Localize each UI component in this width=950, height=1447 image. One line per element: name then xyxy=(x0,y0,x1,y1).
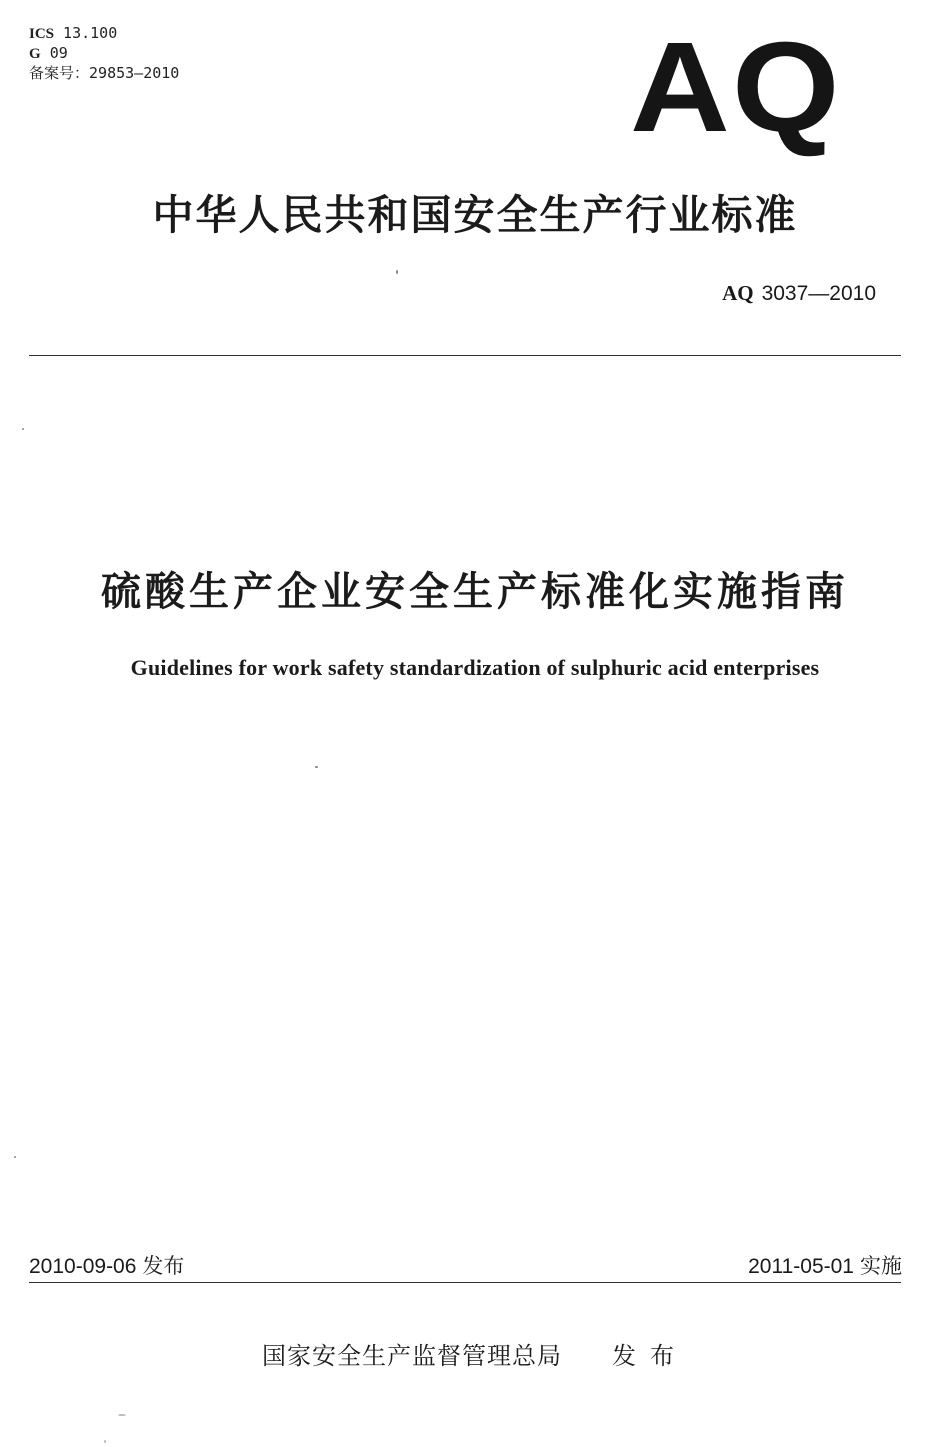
standard-number xyxy=(722,281,876,306)
implement-date-word: 实施 xyxy=(860,1254,902,1278)
publisher-name: 国家安全生产监督管理总局 xyxy=(262,1342,562,1370)
aq-logo: AQ xyxy=(630,16,842,159)
publisher-action: 发布 xyxy=(612,1342,688,1370)
scan-speck xyxy=(396,270,398,274)
scan-speck xyxy=(118,1414,126,1416)
scan-speck xyxy=(22,428,24,430)
issue-date-word: 发布 xyxy=(142,1254,185,1278)
implement-date xyxy=(748,1250,902,1280)
footer-divider xyxy=(29,1282,901,1283)
class-label: G xyxy=(29,46,41,62)
record-row xyxy=(29,64,179,83)
class-row xyxy=(29,44,179,64)
class-value: 09 xyxy=(49,44,68,62)
scan-speck xyxy=(315,766,318,768)
standard-number-value: 3037—2010 xyxy=(761,282,876,305)
implement-date-value: 2011-05-01 xyxy=(748,1255,854,1278)
record-value: 29853—2010 xyxy=(89,64,180,82)
ics-row xyxy=(29,24,179,44)
header-divider xyxy=(29,355,901,356)
classification-block xyxy=(29,24,179,83)
ics-label: ICS xyxy=(29,26,55,42)
standard-header-title: 中华人民共和国安全生产行业标准 xyxy=(152,191,798,239)
issue-date-value: 2010-09-06 xyxy=(29,1255,137,1278)
document-title-en: Guidelines for work safety standardization of sulphuric acid enterprises xyxy=(130,655,820,680)
ics-value: 13.100 xyxy=(63,24,118,42)
publisher-line xyxy=(0,1336,950,1371)
scan-speck xyxy=(104,1440,106,1443)
scan-speck xyxy=(14,1156,16,1158)
standard-number-prefix: AQ xyxy=(722,281,754,305)
document-title-cn: 硫酸生产企业安全生产标准化实施指南 xyxy=(101,569,849,615)
record-label: 备案号： xyxy=(29,64,90,82)
issue-date xyxy=(29,1250,184,1280)
